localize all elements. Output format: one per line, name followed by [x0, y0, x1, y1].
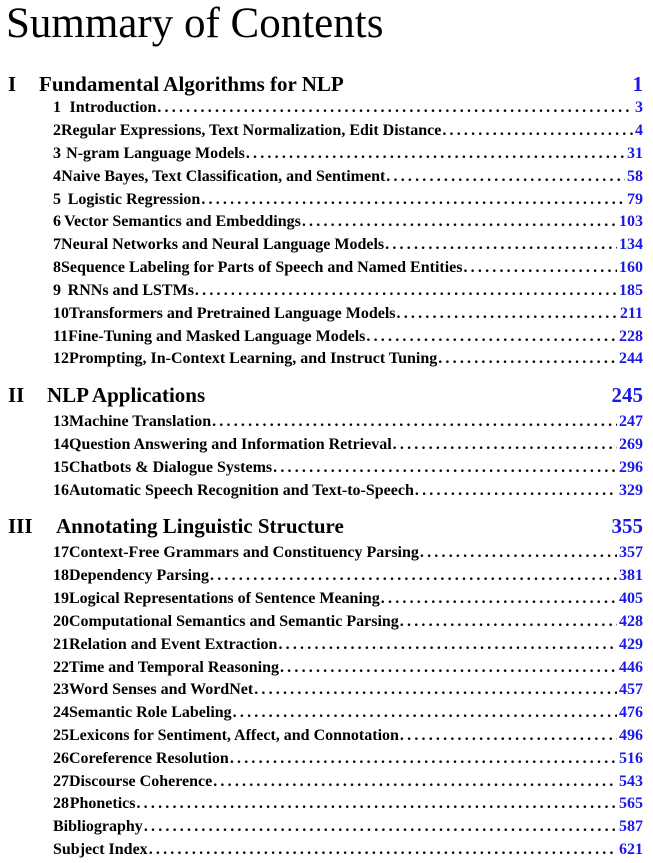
toc-row[interactable] [53, 459, 643, 480]
chapter-title[interactable]: Introduction [69, 99, 157, 116]
toc-row[interactable] [53, 99, 643, 120]
page-link[interactable]: 296 [619, 459, 643, 476]
toc-row[interactable] [53, 413, 643, 434]
part-title: Annotating Linguistic Structure [56, 514, 344, 538]
page-link[interactable]: 587 [619, 818, 643, 835]
leader-dots [201, 191, 625, 209]
toc-row-bibliography[interactable] [53, 818, 643, 839]
chapter-title[interactable]: Semantic Role Labeling [69, 704, 232, 721]
chapter-title[interactable]: Logistic Regression [67, 191, 201, 208]
page-link[interactable]: 329 [619, 482, 643, 499]
page-link[interactable]: 211 [619, 305, 643, 322]
leader-dots [210, 567, 617, 585]
page-link[interactable]: 31 [627, 145, 643, 162]
part-title: NLP Applications [47, 383, 206, 407]
leader-dots [393, 436, 617, 454]
leader-dots [302, 213, 617, 231]
chapter-title[interactable]: Logical Representations of Sentence Meaning [69, 590, 380, 607]
chapter-title[interactable]: Vector Semantics and Embeddings [63, 213, 301, 230]
chapter-number: 12 [53, 350, 69, 367]
chapter-title[interactable]: Discourse Coherence [69, 773, 213, 790]
page-link[interactable]: 160 [619, 259, 643, 276]
chapter-number: 3 [53, 145, 61, 162]
page-link[interactable]: 428 [619, 613, 643, 630]
chapter-number: 8 [53, 259, 61, 276]
chapter-title[interactable]: N-gram Language Models [66, 145, 245, 162]
toc-row[interactable] [53, 350, 643, 371]
chapter-number: 13 [53, 413, 69, 430]
page-link[interactable]: 496 [619, 727, 643, 744]
page-link[interactable]: 621 [619, 841, 643, 858]
page-link[interactable]: 565 [619, 795, 643, 812]
page-link[interactable]: 357 [619, 544, 643, 561]
toc-row[interactable] [53, 544, 643, 565]
page-link[interactable]: 185 [619, 282, 643, 299]
chapter-number: 4 [53, 168, 61, 185]
leader-dots [157, 99, 633, 117]
leader-dots [366, 328, 617, 346]
chapter-title[interactable]: Context-Free Grammars and Constituency Parsing [69, 544, 419, 561]
part-page-link[interactable]: 245 [611, 383, 643, 407]
chapter-number: 16 [53, 482, 69, 499]
chapter-number: 20 [53, 613, 69, 630]
toc-row[interactable] [53, 750, 643, 771]
chapter-number: 15 [53, 459, 69, 476]
toc-row[interactable] [53, 259, 643, 280]
page-link[interactable]: 543 [619, 773, 643, 790]
chapter-number: 17 [53, 544, 69, 561]
toc-row[interactable] [53, 191, 643, 212]
toc-row[interactable] [53, 613, 643, 634]
leader-dots [212, 413, 617, 431]
chapter-title[interactable]: Computational Semantics and Semantic Parsing [69, 613, 399, 630]
page-link[interactable]: 476 [619, 704, 643, 721]
page-link[interactable]: 429 [619, 636, 643, 653]
chapter-number: 1 [53, 99, 61, 116]
leader-dots [213, 773, 617, 791]
chapter-title[interactable]: Transformers and Pretrained Language Models [69, 305, 396, 322]
chapter-number: 19 [53, 590, 69, 607]
leader-dots [195, 282, 617, 300]
page-link[interactable]: 247 [619, 413, 643, 430]
leader-dots [400, 613, 617, 631]
leader-dots [463, 259, 617, 277]
leader-dots [442, 122, 633, 140]
page-link[interactable]: 381 [619, 567, 643, 584]
leader-dots [246, 145, 625, 163]
chapter-title[interactable]: Regular Expressions, Text Normalization, Edit Distance [61, 122, 442, 139]
chapter-number: 26 [53, 750, 69, 767]
page-link[interactable]: 58 [627, 168, 643, 185]
chapter-title[interactable]: Dependency Parsing [69, 567, 209, 584]
toc-row[interactable] [53, 727, 643, 748]
part-title: Fundamental Algorithms for NLP [39, 72, 344, 96]
leader-dots [438, 350, 617, 368]
part-heading-1[interactable] [8, 72, 643, 98]
toc-row[interactable] [53, 773, 643, 794]
chapter-number: 11 [53, 328, 69, 345]
chapter-number: 24 [53, 704, 69, 721]
leader-dots [149, 841, 617, 859]
part-number: II [8, 383, 25, 407]
leader-dots [381, 590, 617, 608]
page-link[interactable]: 446 [619, 659, 643, 676]
chapter-title[interactable]: Neural Networks and Neural Language Models [61, 236, 385, 253]
leader-dots [254, 681, 617, 699]
page-link[interactable]: 134 [619, 236, 643, 253]
chapter-number: 27 [53, 773, 69, 790]
chapter-number: 6 [53, 213, 61, 230]
chapter-number: 9 [53, 282, 61, 299]
leader-dots [415, 482, 617, 500]
page-link[interactable]: 228 [619, 328, 643, 345]
toc-row[interactable] [53, 567, 643, 588]
toc-row[interactable] [53, 305, 643, 326]
chapter-title[interactable]: Naive Bayes, Text Classification, and Sentiment [61, 168, 386, 185]
chapter-title[interactable]: Prompting, In-Context Learning, and Instruct Tuning [69, 350, 438, 367]
toc-row[interactable] [53, 659, 643, 680]
chapter-title[interactable]: Lexicons for Sentiment, Affect, and Connotation [69, 727, 399, 744]
page-link[interactable]: 3 [635, 99, 643, 116]
chapter-title[interactable]: Time and Temporal Reasoning [69, 659, 279, 676]
part-number: III [8, 514, 33, 538]
toc-row[interactable] [53, 282, 643, 303]
toc-row[interactable] [53, 122, 643, 143]
toc-row[interactable] [53, 636, 643, 657]
leader-dots [400, 727, 617, 745]
chapter-number: 14 [53, 436, 69, 453]
chapter-number: 7 [53, 236, 61, 253]
leader-dots [385, 236, 617, 254]
bibliography-title[interactable]: Bibliography [53, 818, 143, 835]
page-link[interactable]: 516 [619, 750, 643, 767]
chapter-title[interactable]: Fine-Tuning and Masked Language Models [68, 328, 366, 345]
chapter-number: 25 [53, 727, 69, 744]
chapter-number: 28 [53, 795, 69, 812]
toc-row[interactable] [53, 236, 643, 257]
page-link[interactable]: 405 [619, 590, 643, 607]
part-page-link[interactable]: 1 [632, 72, 643, 96]
chapter-title[interactable]: Sequence Labeling for Parts of Speech and Named Entities [61, 259, 463, 276]
chapter-number: 18 [53, 567, 69, 584]
chapter-title[interactable]: Automatic Speech Recognition and Text-to-Speech [69, 482, 414, 499]
leader-dots [420, 544, 617, 562]
page-title: Summary of Contents [6, 0, 384, 47]
leader-dots [397, 305, 618, 323]
toc-row[interactable] [53, 213, 643, 234]
leader-dots [273, 459, 617, 477]
leader-dots [386, 168, 625, 186]
toc-row[interactable] [53, 482, 643, 503]
chapter-number: 10 [53, 305, 69, 322]
leader-dots [144, 818, 617, 836]
chapter-title[interactable]: RNNs and LSTMs [67, 282, 194, 299]
toc-row[interactable] [53, 328, 643, 349]
toc-row[interactable] [53, 704, 643, 725]
toc-row[interactable] [53, 681, 643, 702]
page-link[interactable]: 79 [627, 191, 643, 208]
leader-dots [278, 636, 617, 654]
chapter-number: 23 [53, 681, 69, 698]
chapter-title[interactable]: Relation and Event Extraction [69, 636, 278, 653]
leader-dots [136, 795, 617, 813]
page-link[interactable]: 4 [635, 122, 643, 139]
toc-row-subject-index[interactable] [53, 841, 643, 862]
part-page-link[interactable]: 355 [611, 514, 643, 538]
page-link[interactable]: 103 [619, 213, 643, 230]
chapter-title[interactable]: Question Answering and Information Retrieval [69, 436, 392, 453]
toc-row[interactable] [53, 590, 643, 611]
toc-row[interactable] [53, 436, 643, 457]
chapter-title[interactable]: Phonetics [69, 795, 136, 812]
chapter-title[interactable]: Chatbots & Dialogue Systems [69, 459, 273, 476]
chapter-title[interactable]: Word Senses and WordNet [69, 681, 254, 698]
subject-index-title[interactable]: Subject Index [53, 841, 148, 858]
part-heading-2[interactable] [8, 383, 643, 409]
leader-dots [233, 704, 617, 722]
chapter-number: 5 [53, 191, 61, 208]
toc-row[interactable] [53, 145, 643, 166]
toc-row[interactable] [53, 795, 643, 816]
page-link[interactable]: 457 [619, 681, 643, 698]
chapter-title[interactable]: Coreference Resolution [69, 750, 229, 767]
toc-row[interactable] [53, 168, 643, 189]
chapter-title[interactable]: Machine Translation [69, 413, 212, 430]
leader-dots [230, 750, 617, 768]
chapter-number: 21 [53, 636, 69, 653]
chapter-number: 22 [53, 659, 69, 676]
page-link[interactable]: 244 [619, 350, 643, 367]
leader-dots [280, 659, 617, 677]
part-heading-3[interactable] [8, 514, 643, 540]
chapter-number: 2 [53, 122, 61, 139]
part-number: I [8, 72, 17, 96]
page-link[interactable]: 269 [619, 436, 643, 453]
